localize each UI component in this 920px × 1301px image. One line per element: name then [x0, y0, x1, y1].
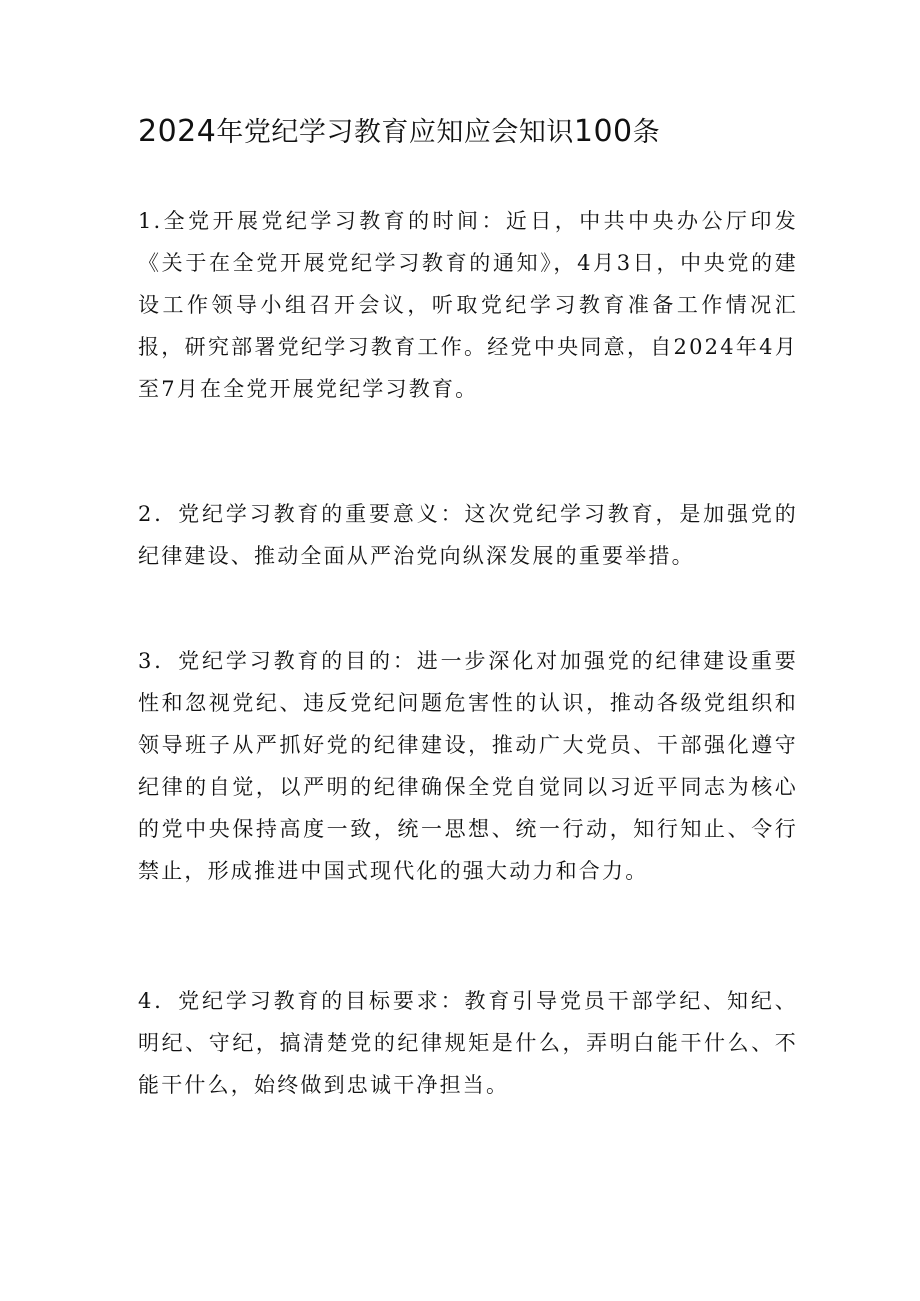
title-suffix: 条 — [632, 117, 661, 148]
document-title — [138, 112, 798, 153]
paragraph-4: 4．党纪学习教育的目标要求：教育引导党员干部学纪、知纪、明纪、守纪，搞清楚党的纪律规矩是什么，弄明白能干什么、不能干什么，始终做到忠诚干净担当。 — [138, 989, 798, 1097]
title-year: 2024 — [138, 114, 217, 149]
paragraph-1: 1.全党开展党纪学习教育的时间：近日，中共中央办公厅印发《关于在全党开展党纪学习教育的通知》，4月3日，中央党的建设工作领导小组召开会议，听取党纪学习教育准备工作情况汇报，研究部署党纪学习教育工作。经党中央同意，自2024年4月至7月在全党开展党纪学习教育。 — [138, 209, 798, 401]
title-count: 100 — [573, 114, 633, 149]
paragraph-2: 2．党纪学习教育的重要意义：这次党纪学习教育，是加强党的纪律建设、推动全面从严治党向纵深发展的重要举措。 — [138, 502, 798, 568]
paragraph-3: 3．党纪学习教育的目的：进一步深化对加强党的纪律建设重要性和忽视党纪、违反党纪问题危害性的认识，推动各级党组织和领导班子从严抓好党的纪律建设，推动广大党员、干部强化遵守纪律的自觉，以严明的纪律确保全党自觉同以习近平同志为核心的党中央保持高度一致，统一思想、统一行动，知行知止、令行禁止，形成推进中国式现代化的强大动力和合力。 — [138, 649, 798, 883]
title-text: 年党纪学习教育应知应会知识 — [216, 117, 574, 148]
